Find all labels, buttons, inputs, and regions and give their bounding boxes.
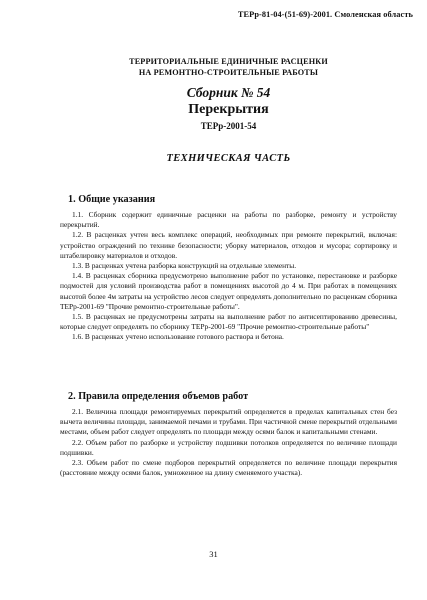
paragraph-1-2: 1.2. В расценках учтен весь комплекс операций, необходимых при ремонте перекрытий, включая: устройство ограждений по технике безопасности; уборку материалов, отходов и мусора; сортировку и штабелировку материалов и отходов.: [60, 230, 397, 260]
collection-number: Сборник № 54: [186, 85, 271, 100]
collection-code: ТЕРр-2001-54: [200, 121, 257, 131]
paragraph-1-3: 1.3. В расценках учтена разборка конструкций на отдельные элементы.: [72, 261, 297, 271]
section-heading-volume-rules: 2. Правила определения объемов работ: [68, 391, 249, 402]
section-heading-general: 1. Общие указания: [68, 194, 156, 205]
part-title: ТЕХНИЧЕСКАЯ ЧАСТЬ: [166, 153, 291, 164]
paragraph-2-2: 2.2. Объем работ по разборке и устройству подшивки потолков определяется по величине площади подшивки.: [60, 437, 397, 457]
paragraph-1-5: 1.5. В расценках не предусмотрены затраты на выполнение работ по антисептированию древесины, которые следует определять по сборнику ТЕРр-2001-69 "Прочие ремонтно-строительные работы": [60, 312, 397, 332]
title-block: [60, 56, 397, 132]
paragraph-1-4: 1.4. В расценках сборника предусмотрено выполнение работ по установке, перестановке и разборке подмостей для условий производства работ в помещениях высотой до 4 м. При работах в помещениях высотой более 4м затраты на устройство лесов следует определять дополнительно по расценкам сборника ТЕРр-2001-69 "Прочие ремонтно-строительные работы".: [60, 271, 397, 311]
title-line-1: ТЕРРИТОРИАЛЬНЫЕ ЕДИНИЧНЫЕ РАСЦЕНКИ: [129, 57, 328, 66]
running-header: ТЕРр-81-04-(51-69)-2001. Смоленская область: [237, 10, 413, 19]
title-line-2: НА РЕМОНТНО-СТРОИТЕЛЬНЫЕ РАБОТЫ: [138, 68, 319, 77]
paragraph-1-1: 1.1. Сборник содержит единичные расценки на работы по разборке, ремонту и устройству перекрытий.: [60, 210, 397, 230]
collection-name: Перекрытия: [188, 102, 269, 117]
section-volume-rules: [60, 390, 397, 478]
section-general: [60, 193, 397, 343]
page-number: 31: [209, 549, 218, 559]
paragraph-1-6: 1.6. В расценках учтено использование готового раствора и бетона.: [72, 332, 284, 342]
paragraph-2-3: 2.3. Объем работ по смене подборов перекрытий определяется по величине площади перекрытия (расстояние между осями балок, умноженное на длину сменяемого участка).: [60, 458, 397, 478]
paragraph-2-1: 2.1. Величина площади ремонтируемых перекрытий определяется в пределах капитальных стен без вычета величины площади, занимаемой печами и трубами. При частичной смене перекрытий отдельными местами, объем работ следует определять по площади между осями балок и капитальными стенами.: [60, 407, 397, 437]
